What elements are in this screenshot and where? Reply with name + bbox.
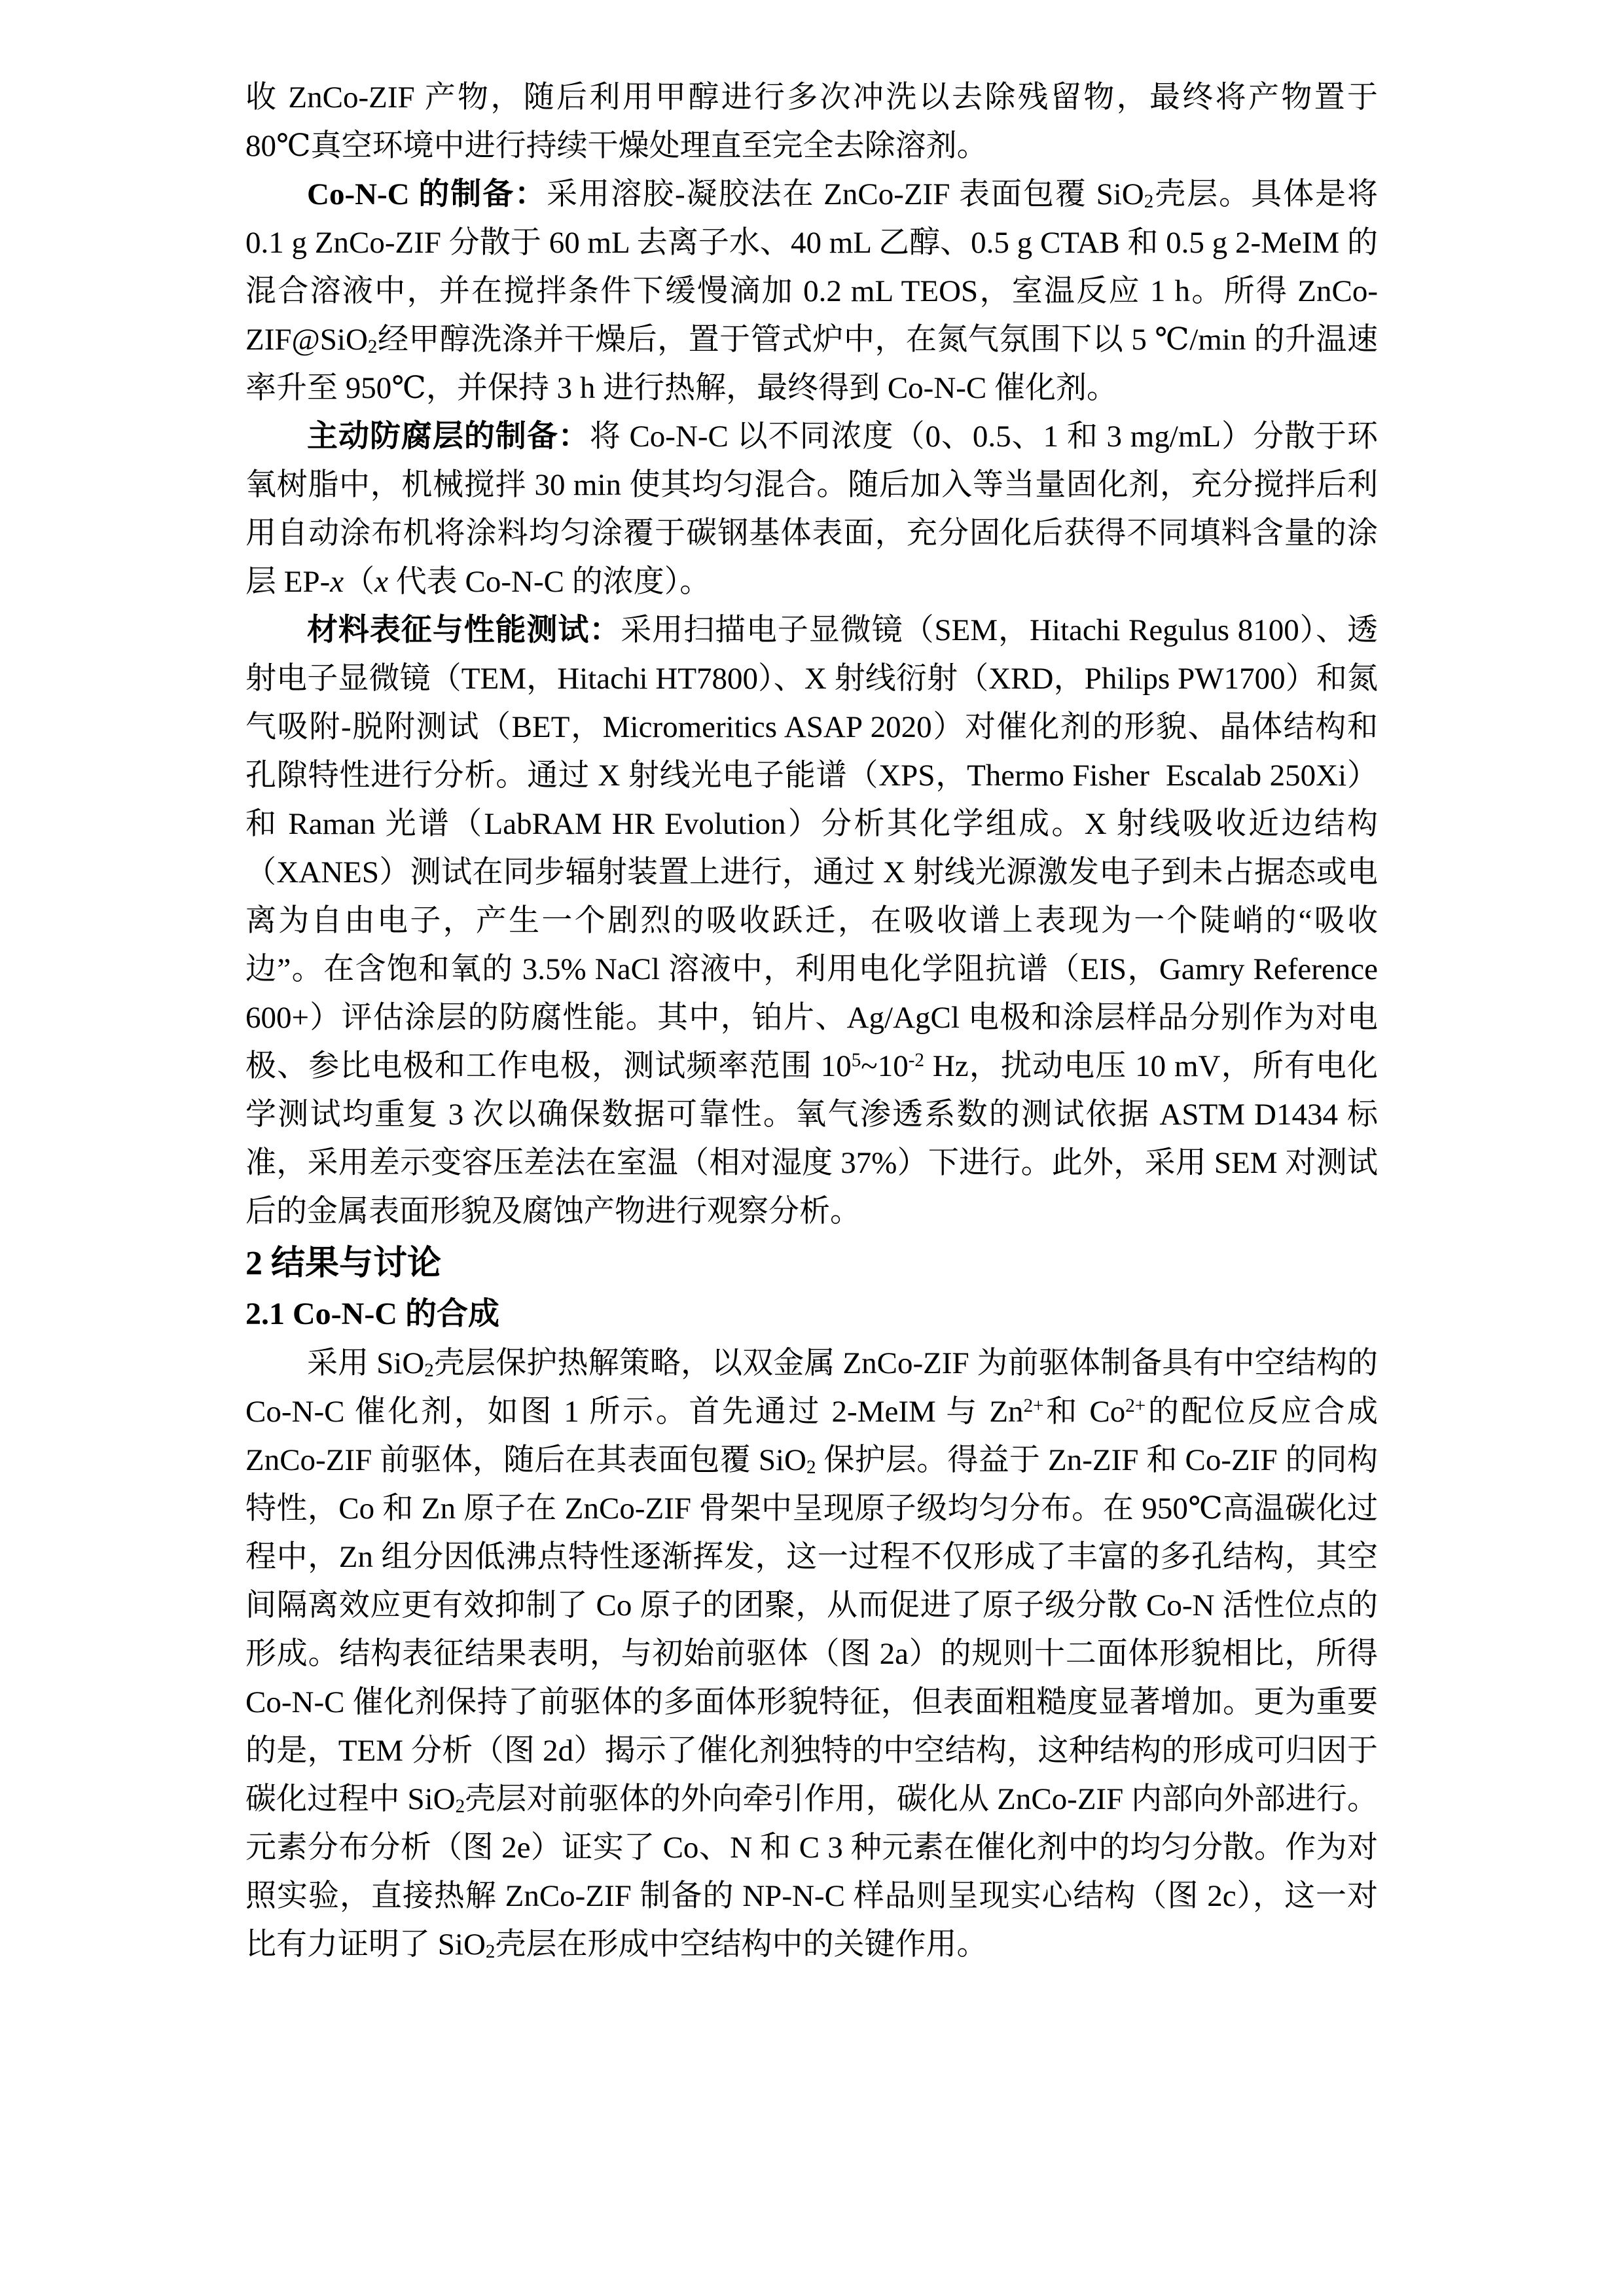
text-run: 代表 Co-N-C 的浓度）。 — [388, 565, 711, 599]
bold-text-run: 材料表征与性能测试： — [307, 613, 621, 647]
paragraph-coating-preparation — [245, 412, 1378, 606]
text-run: 壳层在形成中空结构中的关键作用。 — [495, 1928, 988, 1962]
text-run: 保护层。得益于 Zn-ZIF 和 Co-ZIF 的同构特性，Co 和 Zn 原子在 ZnCo-ZIF 骨架中呈现原子级均匀分布。在 950℃高温碳化过程中，Zn 组分因低沸点特性逐渐挥发，这一过程不仅形成了丰富的多孔结构，其空间隔离效应更有效抑制了 Co 原子的团聚，从而促进了原子级分散 Co-N 活性位点的形成。结构表征结果表明，与初始前驱体（图 2a）的规则十二面体形貌相比，所得 Co-N-C 催化剂保持了前驱体的多面体形貌特征，但表面粗糙度显著增加。更为重要的是，TEM 分析（图 2d）揭示了催化剂独特的中空结构，这种结构的形成可归因于碳化过程中 SiO — [245, 1443, 1378, 1816]
text-run: 的配位反应合成 ZnCo-ZIF 前驱体，随后在其表面包覆 SiO — [245, 1395, 1378, 1477]
sub-text-run: 2 — [455, 1796, 465, 1818]
bold-text-run: Co-N-C 的制备： — [307, 177, 547, 211]
text-run: 壳层对前驱体的外向牵引作用，碳化从 ZnCo-ZIF 内部向外部进行。元素分布分析（图 2e）证实了 Co、N 和 C 3 种元素在催化剂中的均匀分散。作为对照实验，直接热解 ZnCo-ZIF 制备的 NP-N-C 样品则呈现实心结构（图 2c），这一对比有力证明了 SiO — [245, 1782, 1378, 1962]
text-run: 壳层。具体是将 0.1 g ZnCo-ZIF 分散于 60 mL 去离子水、40 mL 乙醇、0.5 g CTAB 和 0.5 g 2-MeIM 的混合溶液中，并在搅拌条件下缓慢滴加 0.2 mL TEOS，室温反应 1 h。所得 ZnCo-ZIF@SiO — [245, 177, 1378, 357]
text-run: （ — [344, 565, 375, 599]
text-run: 采用溶胶-凝胶法在 ZnCo-ZIF 表面包覆 SiO — [547, 177, 1144, 211]
text-run: ~10 — [861, 1049, 909, 1083]
sup-text-run: 5 — [851, 1049, 861, 1071]
paragraph-characterization-testing — [245, 606, 1378, 1236]
document-body — [245, 73, 1378, 1969]
italic-text-run: x — [374, 565, 388, 599]
sub-text-run: 2 — [367, 336, 378, 358]
paragraph-conc-preparation — [245, 170, 1378, 412]
sup-text-run: -2 — [908, 1049, 924, 1071]
sup-text-run: 2+ — [1125, 1395, 1146, 1416]
sub-text-run: 2 — [1144, 191, 1154, 213]
paragraph-synthesis-discussion — [245, 1339, 1378, 1969]
text-run: 和 Co — [1043, 1395, 1126, 1429]
sub-text-run: 2 — [424, 1360, 434, 1382]
italic-text-run: x — [330, 565, 344, 599]
text-run: Hz，扰动电压 10 mV，所有电化学测试均重复 3 次以确保数据可靠性。氧气渗透系数的测试依据 ASTM D1434 标准，采用差示变容压差法在室温（相对湿度 37%）下进行。此外，采用 SEM 对测试后的金属表面形貌及腐蚀产物进行观察分析。 — [245, 1049, 1379, 1229]
sup-text-run: 2+ — [1023, 1395, 1044, 1416]
text-run: 将 Co-N-C 以不同浓度（0、0.5、1 和 3 mg/mL）分散于环氧树脂中，机械搅拌 30 min 使其均匀混合。随后加入等当量固化剂，充分搅拌后利用自动涂布机将涂料均匀涂覆于碳钢基体表面，充分固化后获得不同填料含量的涂层 EP- — [245, 420, 1379, 599]
text-run: 采用扫描电子显微镜（SEM，Hitachi Regulus 8100）、透射电子显微镜（TEM，Hitachi HT7800）、X 射线衍射（XRD，Philips PW1700）和氮气吸附-脱附测试（BET，Micromeritics ASAP 2020）对催化剂的形貌、晶体结构和孔隙特性进行分析。通过 X 射线光电子能谱（XPS，Thermo Fisher Escalab 250Xi）和 Raman 光谱（LabRAM HR Evolution）分析其化学组成。X 射线吸收近边结构（XANES）测试在同步辐射装置上进行，通过 X 射线光源激发电子到未占据态或电离为自由电子，产生一个剧烈的吸收跃迁，在吸收谱上表现为一个陡峭的“吸收边”。在含饱和氧的 3.5% NaCl 溶液中，利用电化学阻抗谱（EIS，Gamry Reference 600+）评估涂层的防腐性能。其中，铂片、Ag/AgCl 电极和涂层样品分别作为对电极、参比电极和工作电极，测试频率范围 10 — [245, 613, 1378, 1083]
section-heading-results-discussion: 2 结果与讨论 — [245, 1245, 442, 1282]
text-run: 采用 SiO — [307, 1346, 425, 1380]
subsection-heading-conc-synthesis: 2.1 Co-N-C 的合成 — [245, 1297, 499, 1331]
sub-text-run: 2 — [806, 1457, 816, 1479]
paragraph-drying-continuation — [245, 73, 1378, 170]
bold-text-run: 主动防腐层的制备： — [307, 420, 590, 454]
text-run: 壳层保护热解策略，以双金属 ZnCo-ZIF 为前驱体制备具有中空结构的 Co-N-C 催化剂，如图 1 所示。首先通过 2-MeIM 与 Zn — [245, 1346, 1378, 1429]
text-run: 经甲醇洗涤并干燥后，置于管式炉中，在氮气氛围下以 5 ℃/min 的升温速率升至 950℃，并保持 3 h 进行热解，最终得到 Co-N-C 催化剂。 — [245, 323, 1378, 405]
text-run: 收 ZnCo-ZIF 产物，随后利用甲醇进行多次冲洗以去除残留物，最终将产物置于 80℃真空环境中进行持续干燥处理直至完全去除溶剂。 — [245, 81, 1378, 163]
sub-text-run: 2 — [485, 1941, 496, 1963]
